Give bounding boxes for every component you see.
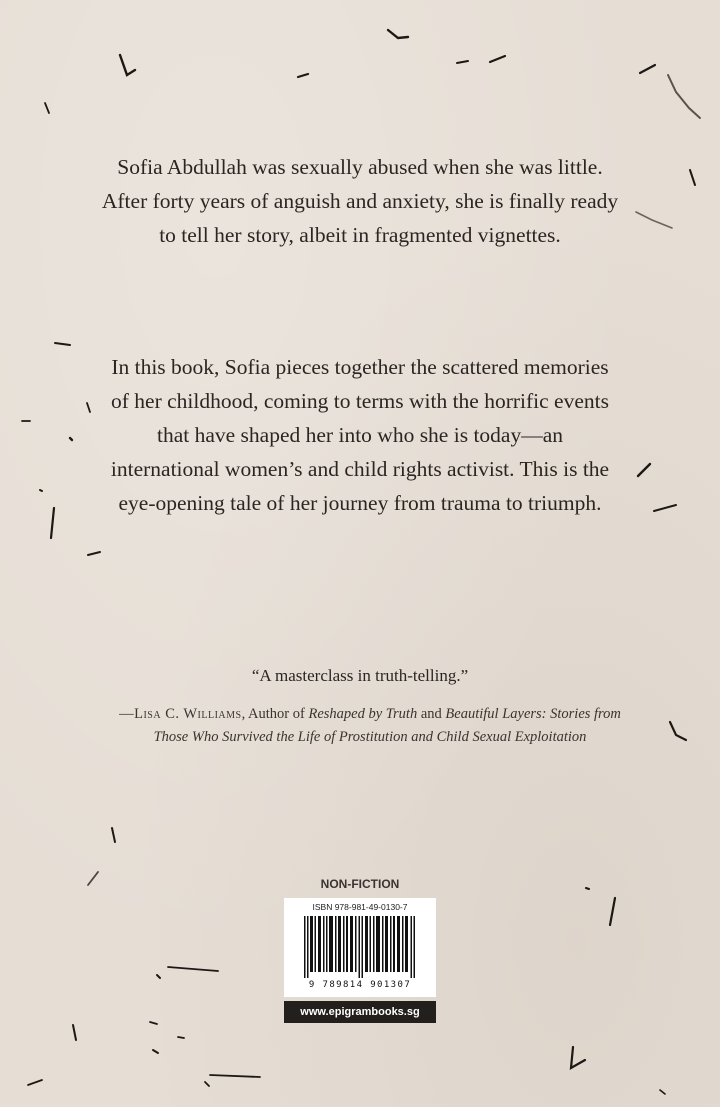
barcode-panel — [284, 898, 436, 997]
barcode-digits: 9 789814 901307 — [308, 980, 412, 990]
publisher-website: www.epigrambooks.sg — [284, 1001, 436, 1023]
endorsement-attribution — [110, 703, 630, 749]
author-of-text: , Author of — [241, 706, 309, 722]
blurb-paragraph-1: Sofia Abdullah was sexually abused when she was little. After forty years of anguish and anxiety, she is finally ready to tell her story, albeit in fragmented vignettes. — [101, 155, 619, 247]
endorsement-quote: “A masterclass in truth-telling.” — [251, 666, 469, 685]
blurb-paragraph-2: In this book, Sofia pieces together the scattered memories of her childhood, coming to terms with the horrific events that have shaped her into who she is today—an international women’s and child rights activist. This is the eye-opening tale of her journey from trauma to triumph. — [110, 355, 610, 515]
genre-label: NON-FICTION — [320, 877, 400, 891]
isbn-text: ISBN 978-981-49-0130-7 — [312, 902, 408, 912]
and-text: and — [417, 706, 446, 722]
endorser-book-title-2: Beautiful Layers: Stories from Those Who Survived the Life of Prostitution and Child Sexual Exploitation — [153, 706, 621, 745]
endorser-name: —Lisa C. Williams — [119, 706, 242, 722]
barcode-icon — [304, 916, 416, 978]
endorser-book-title-1: Reshaped by Truth — [308, 706, 418, 722]
